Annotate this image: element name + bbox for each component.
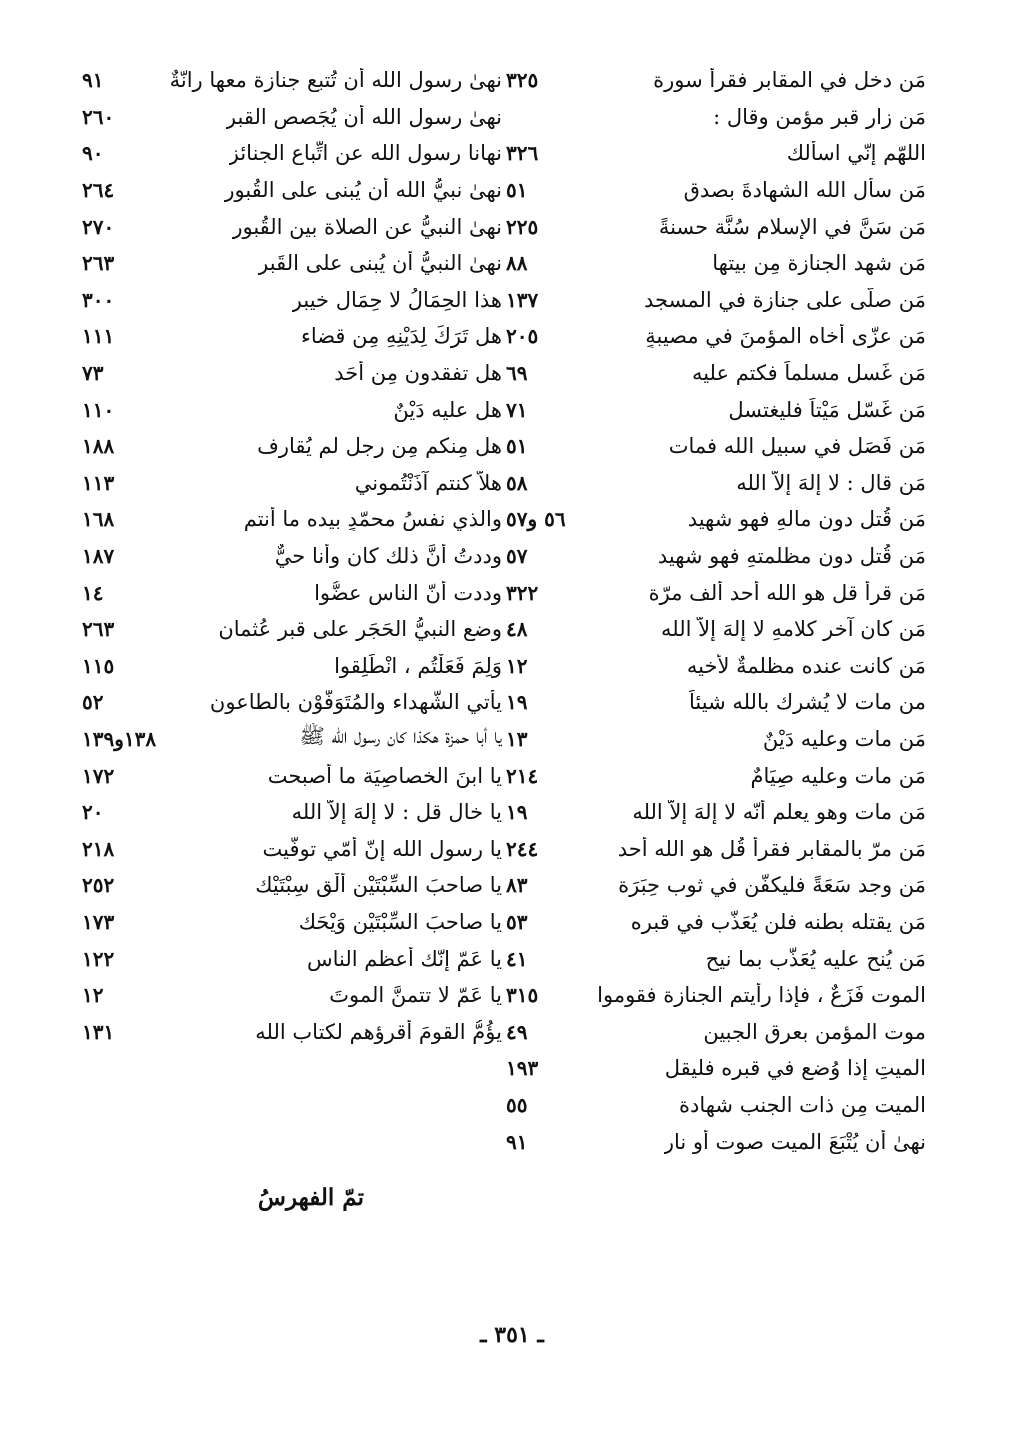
entry-page-number: ٣٢٢ [506, 580, 539, 605]
entry-page-number: ١١٥ [82, 653, 115, 678]
entry-text: يا رسول الله إنّ أُمّي توفّيت [262, 836, 502, 861]
entry-text: الموت فَزَعٌ ، فإذا رأيتم الجنازة فقوموا [597, 983, 926, 1008]
entry-text: يا عَمّ إنّك أعظم الناس [307, 946, 502, 971]
entry-text: هل تَرَكَ لِدَيْنِهِ مِن قضاء [300, 324, 502, 349]
index-entry [82, 172, 502, 209]
entry-text: يأتي الشُّهداء والمُتَوَفَّوْن بالطاعون [209, 690, 502, 715]
index-entry [506, 867, 926, 904]
entry-page-number: ٦٩ [506, 361, 528, 386]
entry-text: وَلِمَ فَعَلْتُم ، انْطَلِقوا [334, 653, 502, 678]
index-entry [506, 794, 926, 831]
entry-text: يؤُمُّ القومَ أقرؤهم لكتاب الله [255, 1019, 502, 1044]
entry-text: الميت مِن ذات الجنب شهادة [679, 1092, 926, 1117]
entry-text: وددت أنّ الناس عضُّوا [314, 580, 502, 605]
entry-page-number: ١٣١ [82, 1019, 115, 1044]
entry-text: نهىٰ النبيُّ عن الصلاة بين القُبور [232, 214, 502, 239]
entry-page-number: ٤١ [506, 946, 528, 971]
entry-text: مَن مات وعليه صِيَامٌ [750, 763, 926, 788]
index-entry [506, 757, 926, 794]
entry-page-number: ٤٨ [506, 617, 528, 642]
index-entry [82, 135, 502, 172]
index-entry [506, 172, 926, 209]
entry-text: هل مِنكم مِن رجل لم يُقارف [257, 434, 502, 459]
entry-page-number: ٨٨ [506, 251, 528, 276]
entry-text: مَن سَنَّ في الإسلام سُنَّة حسنةً [658, 214, 926, 239]
index-entry [82, 794, 502, 831]
entry-text: مَن كان آخر كلامهِ لا إلهَ إلاّ الله [661, 617, 926, 642]
index-entry [506, 904, 926, 941]
index-entry [506, 245, 926, 282]
index-entry [506, 318, 926, 355]
entry-text: نهىٰ النبيُّ أن يُبنى على القَبر [258, 251, 502, 276]
index-entry [506, 135, 926, 172]
index-entry [82, 208, 502, 245]
index-entry [506, 428, 926, 465]
entry-text: هلاّ كنتم آذَنْتُموني [354, 470, 502, 495]
entry-page-number: ٣٢٥ [506, 68, 539, 93]
index-entry [82, 355, 502, 392]
index-entry [82, 1013, 502, 1050]
index-entry [82, 904, 502, 941]
entry-page-number: ٢٦٤ [82, 178, 115, 203]
index-entry [82, 721, 502, 758]
index-column-left [82, 62, 502, 1050]
entry-page-number: ١٨٧ [82, 544, 115, 569]
entry-text: الميتِ إذا وُضع في قبره فليقل [664, 1056, 926, 1081]
entry-text: يا ابنَ الخصاصِيَة ما أصبحت [267, 763, 502, 788]
entry-text: موت المؤمن بعرق الجبين [703, 1019, 926, 1044]
index-entry [506, 611, 926, 648]
index-end-note: تمّ الفهرسُ [257, 1184, 364, 1211]
entry-text: مَن شهد الجنازة مِن بيتها [712, 251, 926, 276]
entry-text: نهىٰ أن يُتْبَعَ الميت صوت أو نار [663, 1129, 926, 1154]
index-entry [506, 62, 926, 99]
entry-text: يا صاحبَ السِّبْتَيْنِ وَيْحَك [298, 909, 502, 934]
index-entry [82, 757, 502, 794]
entry-page-number: ٢٢٥ [506, 214, 539, 239]
index-entry [82, 428, 502, 465]
entry-page-number: ١٨٨ [82, 434, 115, 459]
entry-text: مَن قُتل دون مظلمتهِ فهو شهيد [657, 544, 926, 569]
entry-page-number: ١٢ [82, 983, 104, 1008]
index-entry [82, 245, 502, 282]
index-entry [506, 465, 926, 502]
index-column-right [506, 62, 926, 1160]
entry-page-number: ٩١ [82, 68, 104, 93]
index-entry [82, 574, 502, 611]
entry-text: والذي نفسُ محمّدٍ بيده ما أنتم [243, 507, 502, 532]
entry-text: يا صاحبَ السِّبْتَيْنِ أَلْقِ سِبْتَيْك [255, 873, 502, 898]
index-entry [82, 611, 502, 648]
index-entry [506, 830, 926, 867]
index-entry [506, 721, 926, 758]
entry-text: مَن غَسّل مَيْتاً فليغتسل [728, 397, 926, 422]
entry-text: مَن غَسل مسلماً فكتم عليه [691, 361, 926, 386]
entry-page-number: ٤٩ [506, 1019, 528, 1044]
entry-page-number: ١١١ [82, 324, 115, 349]
entry-text: نهىٰ نبيُّ الله أن يُبنى على القُبور [224, 178, 502, 203]
index-entry [82, 684, 502, 721]
index-entry [506, 208, 926, 245]
entry-page-number: ١٣ [506, 726, 528, 751]
entry-text: مَن سأل الله الشهادةَ بصدق [683, 178, 926, 203]
entry-text: مَن مرّ بالمقابر فقرأ قُل هو الله أحد [617, 836, 926, 861]
entry-page-number: ٢٤٤ [506, 836, 539, 861]
entry-text: مَن مات وهو يعلم أنّه لا إلهَ إلاّ الله [632, 800, 926, 825]
entry-text: مَن كانت عنده مظلمةٌ لأخيه [686, 653, 926, 678]
index-entry [506, 977, 926, 1014]
entry-text: مَن وجد سَعَةً فليكفّن في ثوب حِبَرَة [618, 873, 926, 898]
entry-page-number: ٩١ [506, 1129, 528, 1154]
entry-text: مَن عزّى أخاه المؤمنَ في مصيبةٍ [645, 324, 926, 349]
entry-text: هذا الحِمَالُ لا حِمَال خيبر [291, 287, 502, 312]
index-entry [82, 940, 502, 977]
index-entry [506, 391, 926, 428]
entry-text: مَن قُتل دون مالهِ فهو شهيد [687, 507, 926, 532]
entry-page-number: ١١٠ [82, 397, 115, 422]
entry-page-number: ٣١٥ [506, 983, 539, 1008]
entry-text: نهانا رسول الله عن اتِّباع الجنائز [228, 141, 502, 166]
entry-page-number: ٥٨ [506, 470, 528, 495]
index-entry [82, 648, 502, 685]
entry-page-number: ٢٦٣ [82, 617, 115, 642]
entry-page-number: ٢١٨ [82, 836, 115, 861]
entry-text: يا خال قل : لا إلهَ إلاّ الله [291, 800, 502, 825]
index-entry [82, 99, 502, 136]
entry-page-number: ٥٦ و٥٧ [506, 507, 566, 532]
entry-page-number: ٣٠٠ [82, 287, 115, 312]
entry-page-number: ١١٣ [82, 470, 115, 495]
entry-page-number: ٢٦٠ [82, 104, 115, 129]
entry-page-number: ٢٥٢ [82, 873, 115, 898]
entry-page-number: ٢٠ [82, 800, 104, 825]
entry-text: نهىٰ رسول الله أن يُجَصص القبر [225, 104, 502, 129]
entry-page-number: ٥٣ [506, 909, 528, 934]
index-entry [506, 99, 926, 136]
index-entry [506, 501, 926, 538]
entry-page-number: ١٧٢ [82, 763, 115, 788]
entry-text: وضع النبيُّ الحَجَر على قبر عُثمان [218, 617, 502, 642]
entry-text: مَن قال : لا إلهَ إلاّ الله [736, 470, 926, 495]
entry-page-number: ١٩ [506, 690, 528, 715]
index-entry [506, 1050, 926, 1087]
entry-page-number: ١٩٣ [506, 1056, 539, 1081]
entry-text: مَن قرأ قل هو الله أحد ألف مرّة [648, 580, 926, 605]
index-entry [82, 977, 502, 1014]
entry-page-number: ١٣٨و١٣٩ [82, 726, 157, 751]
entry-page-number: ٥٢ [82, 690, 104, 715]
page-number: ـ ٣٥١ ـ [480, 1322, 544, 1348]
entry-page-number: ١٤ [82, 580, 104, 605]
index-entry [82, 391, 502, 428]
index-entry [506, 1087, 926, 1124]
entry-page-number: ٣٢٦ [506, 141, 539, 166]
index-entry [506, 648, 926, 685]
index-entry [506, 538, 926, 575]
entry-page-number: ١٩ [506, 800, 528, 825]
index-entry [506, 282, 926, 319]
entry-page-number: ٥٥ [506, 1092, 528, 1117]
entry-text: مَن يُنح عليه يُعَذّب بما نيح [705, 946, 926, 971]
index-entry [82, 501, 502, 538]
entry-page-number: ٥٧ [506, 544, 528, 569]
entry-text: هل عليه دَيْنٌ [393, 397, 502, 422]
entry-page-number: ٨٣ [506, 873, 528, 898]
entry-text: مَن فَصَل في سبيلِ الله فمات [668, 434, 926, 459]
entry-page-number: ٢٠٥ [506, 324, 539, 349]
index-entry [82, 282, 502, 319]
entry-page-number: ٧١ [506, 397, 528, 422]
index-entry [82, 318, 502, 355]
entry-page-number: ١٦٨ [82, 507, 115, 532]
entry-page-number: ٢١٤ [506, 763, 539, 788]
entry-page-number: ٥١ [506, 178, 528, 203]
index-entry [506, 355, 926, 392]
entry-text: يا أبا حمزة هكذا كان رسول الله ﷺ [299, 724, 502, 749]
entry-text: من مات لا يُشرك بالله شيئاً [689, 690, 926, 715]
entry-page-number: ٩٠ [82, 141, 104, 166]
index-entry [82, 62, 502, 99]
entry-text: نهىٰ رسول الله أن تُتبع جنازة معها رانّةٌ [169, 68, 502, 93]
entry-page-number: ١٣٧ [506, 287, 539, 312]
entry-text: اللهّم إنّي اسألك [786, 141, 926, 166]
index-entry [82, 830, 502, 867]
index-entry [506, 574, 926, 611]
entry-text: هل تفقدون مِن أَحَد [334, 361, 502, 386]
entry-text: مَن يقتله بطنه فلن يُعَذّب في قبره [630, 909, 926, 934]
entry-text: وددتُ أنَّ ذلك كان وأنا حيٌّ [274, 544, 502, 569]
entry-text: يا عَمّ لا تتمنَّ الموتَ [329, 983, 502, 1008]
index-entry [82, 465, 502, 502]
entry-page-number: ١٢ [506, 653, 528, 678]
entry-page-number: ٢٦٣ [82, 251, 115, 276]
index-entry [82, 867, 502, 904]
entry-text: مَن مات وعليه دَيْنٌ [762, 726, 926, 751]
entry-text: مَن دخل في المقابر فقرأ سورة [653, 68, 926, 93]
index-entry [82, 538, 502, 575]
entry-text: مَن زار قبر مؤمن وقال : [713, 104, 926, 129]
entry-text: مَن صلّى على جنازة في المسجد [644, 287, 926, 312]
index-entry [506, 1013, 926, 1050]
entry-page-number: ١٧٣ [82, 909, 115, 934]
entry-page-number: ٥١ [506, 434, 528, 459]
index-entry [506, 684, 926, 721]
entry-page-number: ١٢٢ [82, 946, 115, 971]
index-entry [506, 1123, 926, 1160]
index-entry [506, 940, 926, 977]
entry-page-number: ٧٣ [82, 361, 104, 386]
entry-page-number: ٢٧٠ [82, 214, 115, 239]
